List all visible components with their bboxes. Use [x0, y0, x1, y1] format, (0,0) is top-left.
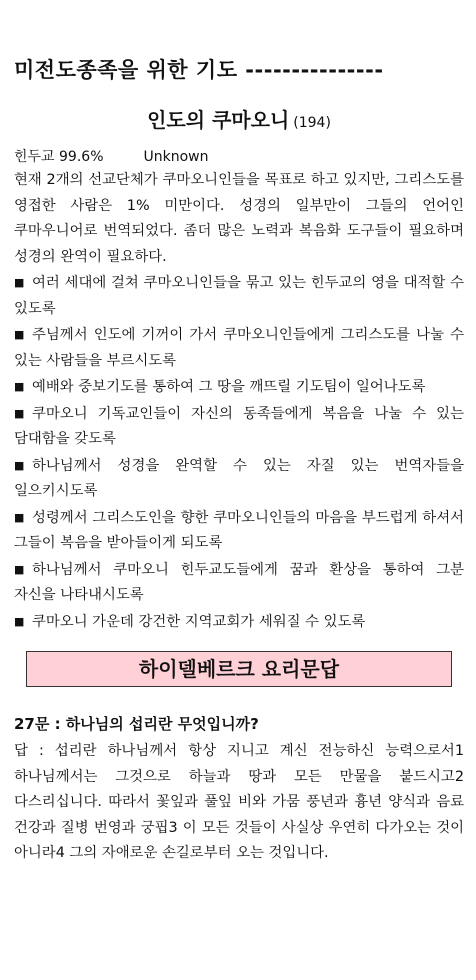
prayer-item: [14, 557, 464, 609]
square-bullet-icon: ■: [14, 276, 25, 289]
prayer-item: [14, 505, 464, 557]
square-bullet-icon: ■: [14, 380, 25, 393]
people-group-name: 인도의 쿠마오니: [147, 108, 290, 132]
people-group-number: (194): [293, 115, 331, 131]
prayer-text: 성령께서 그리스도인을 향한 쿠마오니인들의 마음을 부드럽게 하셔서 그들이 복음을 받아들이게 되도록: [14, 509, 464, 551]
prayer-item: [14, 270, 464, 322]
prayer-item: [14, 609, 464, 636]
prayer-text: 여러 세대에 걸쳐 쿠마오니인들을 묶고 있는 힌두교의 영을 대적할 수 있도록: [14, 275, 464, 317]
square-bullet-icon: ■: [14, 328, 25, 341]
prayer-text: 하나님께서 쿠마오니 힌두교도들에게 꿈과 환상을 통하여 그분 자신을 나타내시도록: [14, 561, 464, 603]
evangelical-stat: Unknown: [143, 149, 209, 165]
prayer-item: [14, 401, 464, 453]
prayer-text: 하나님께서 성경을 완역할 수 있는 자질 있는 번역자들을 일으키시도록: [14, 457, 464, 499]
prayer-text: 쿠마오니 가운데 강건한 지역교회가 세워질 수 있도록: [32, 613, 366, 630]
prayer-text: 쿠마오니 기독교인들이 자신의 동족들에게 복음을 나눌 수 있는 담대함을 갖도록: [14, 405, 464, 447]
people-group-title: [14, 104, 464, 133]
prayer-text: 주님께서 인도에 기꺼이 가서 쿠마오니인들에게 그리스도를 나눌 수 있는 사람들을 부르시도록: [14, 327, 464, 369]
catechism-banner: 하이델베르크 요리문답: [26, 651, 452, 687]
square-bullet-icon: ■: [14, 562, 25, 576]
square-bullet-icon: ■: [14, 614, 25, 628]
square-bullet-icon: ■: [14, 458, 25, 472]
square-bullet-icon: ■: [14, 510, 25, 524]
square-bullet-icon: ■: [14, 406, 25, 420]
people-stats: [14, 147, 464, 167]
catechism-question: 27문 : 하나님의 섭리란 무엇입니까?: [14, 715, 259, 733]
intro-paragraph: 현재 2개의 선교단체가 쿠마오니인들을 목표로 하고 있지만, 그리스도를 영접한 사람은 1% 미만이다. 성경의 일부만이 그들의 언어인 쿠마우니어로 번역되었다. 좀더 많은 노력과 복음화 도구들이 필요하며 성경의 완역이 필요하다.: [14, 172, 464, 265]
religion-stat: 힌두교 99.6%: [14, 149, 104, 165]
prayer-item: [14, 322, 464, 374]
document-page: [14, 40, 464, 867]
prayer-text: 예배와 중보기도를 통하여 그 땅을 깨뜨릴 기도팀이 일어나도록: [32, 379, 426, 395]
prayer-item: [14, 453, 464, 505]
prayer-item: [14, 374, 464, 401]
section-header: 미전도종족을 위한 기도 ---------------: [14, 58, 384, 82]
prayer-list: [14, 270, 464, 635]
catechism-answer: 답 : 섭리란 하나님께서 항상 지니고 계신 전능하신 능력으로서1 하나님께서는 그것으로 하늘과 땅과 모든 만물을 붙드시고2 다스리십니다. 따라서 꽃잎과 풀잎 비와 가뭄 풍년과 흉년 양식과 음료 건강과 질병 번영과 궁핍3 이 모든 것들이 사실상 우연히 다가오는 것이 아니라4 그의 자애로운 손길로부터 오는 것입니다.: [14, 743, 464, 861]
